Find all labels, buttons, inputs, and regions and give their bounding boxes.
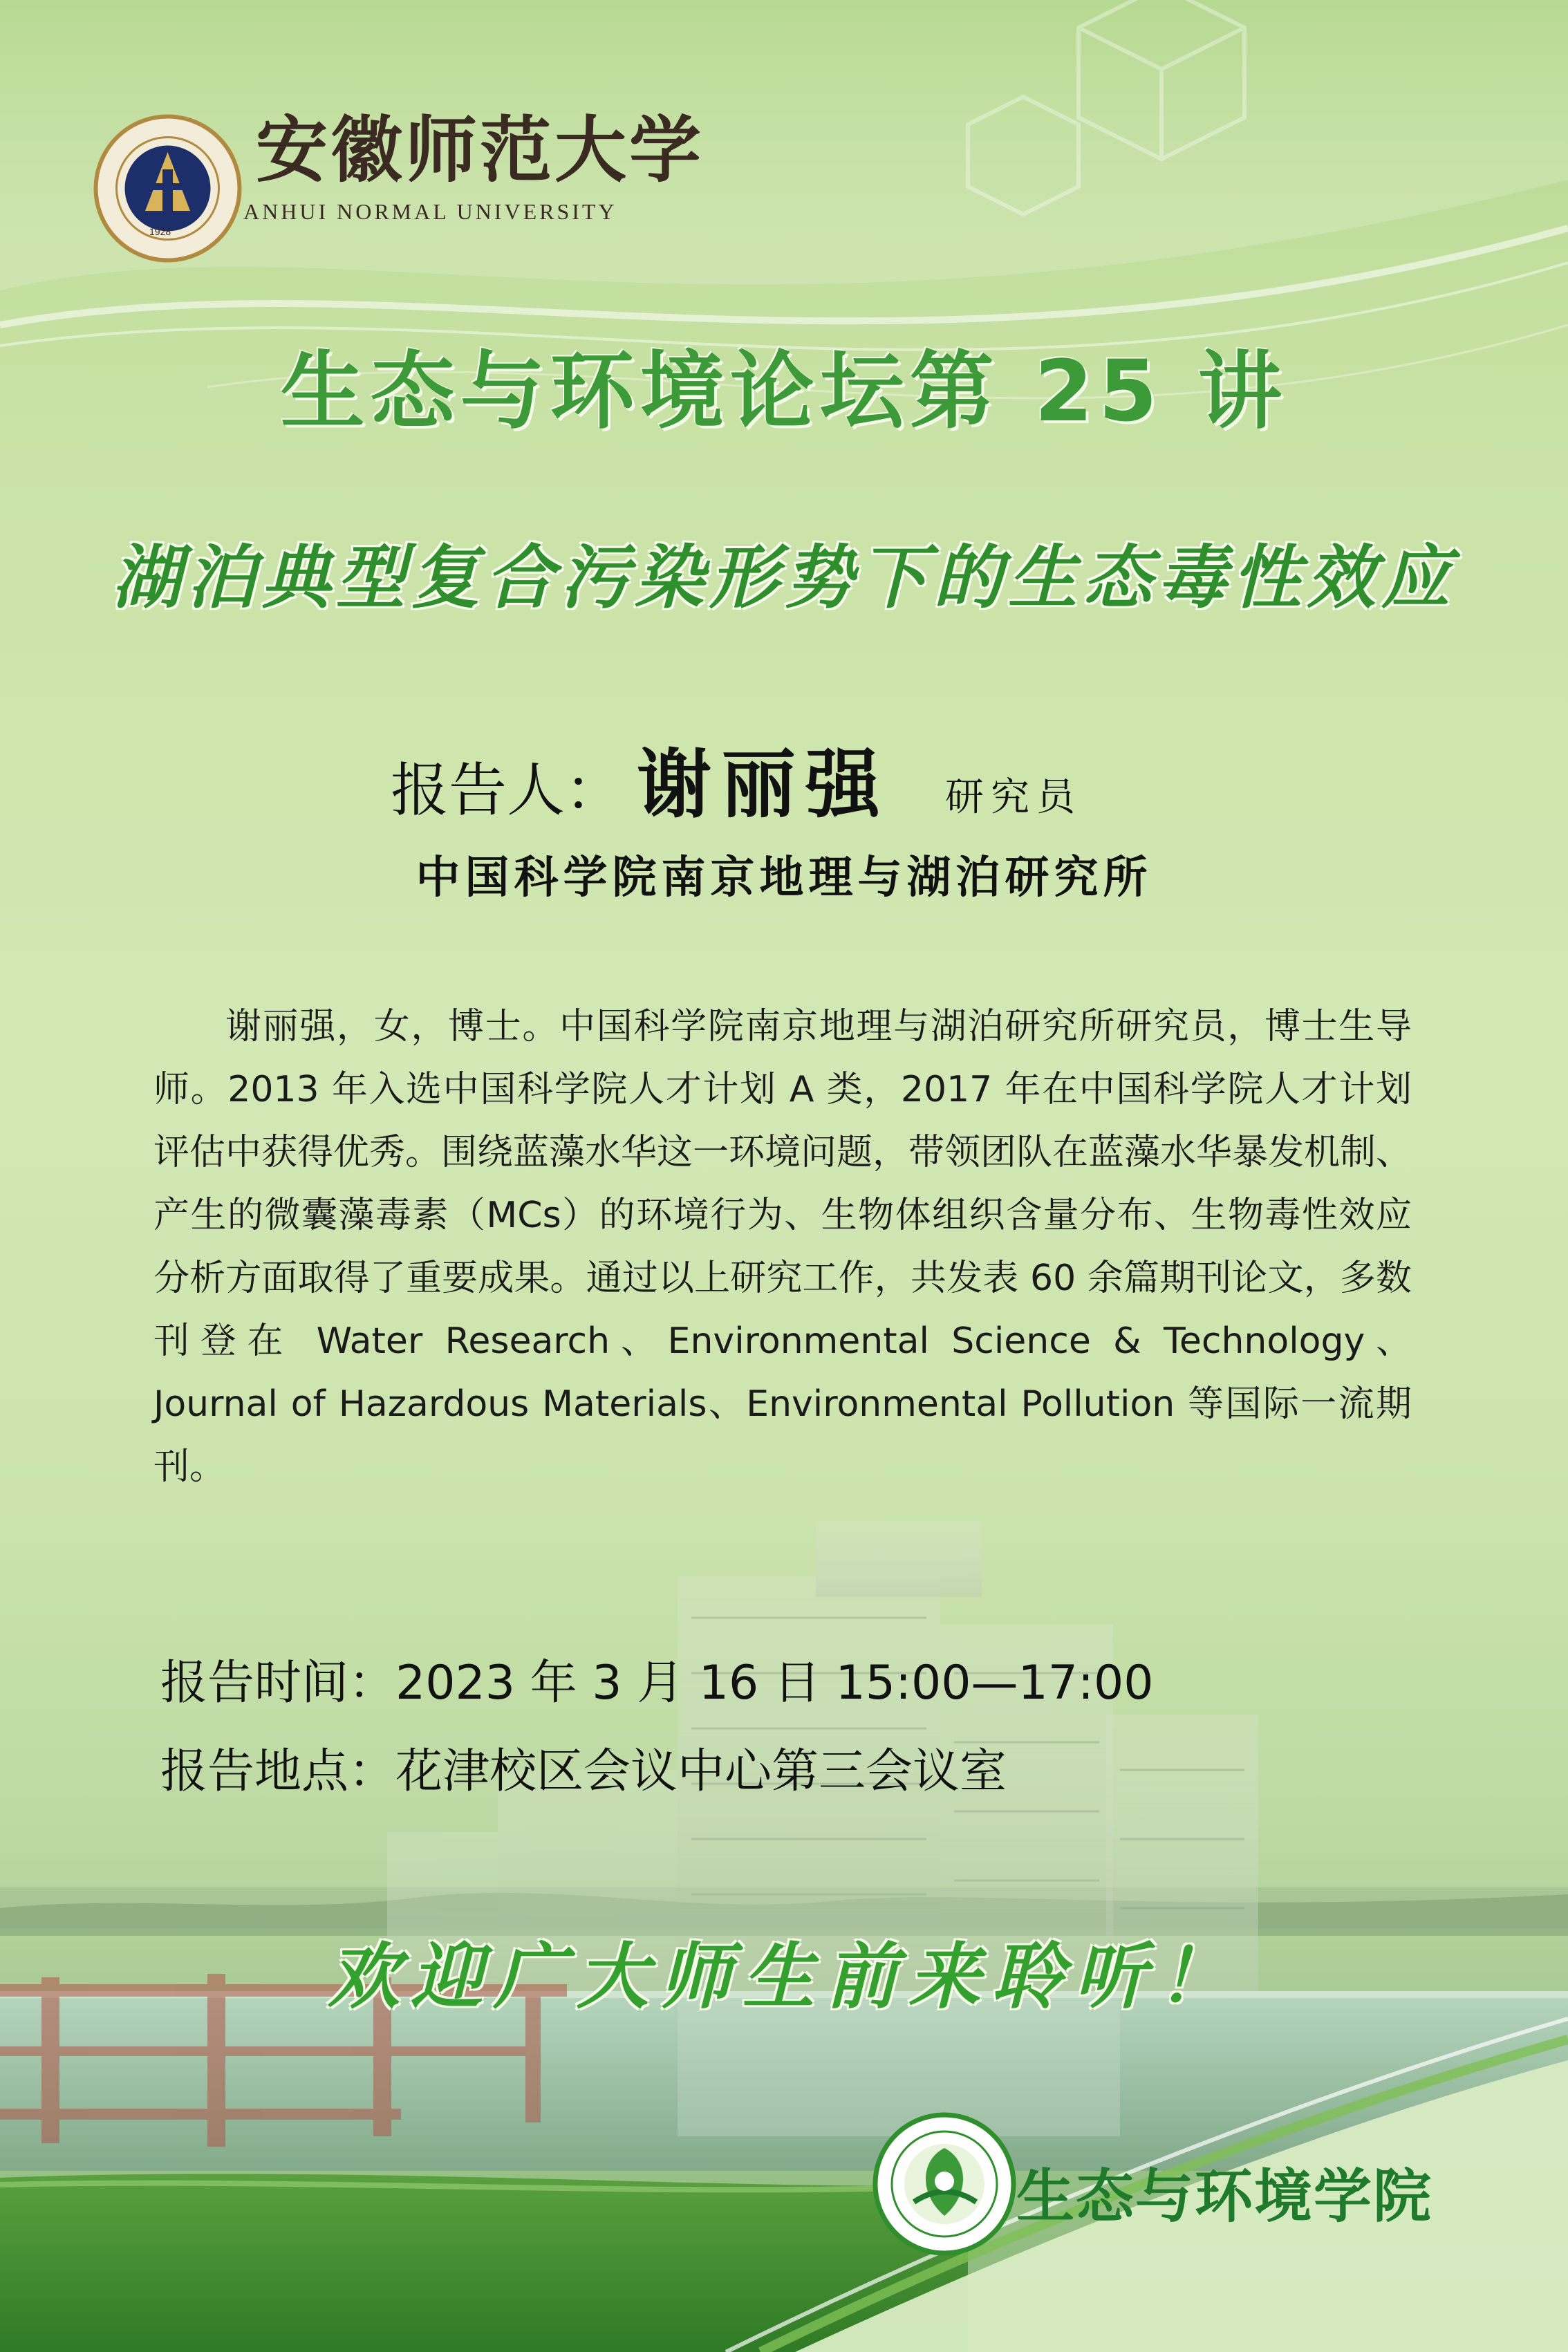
forum-title: 生态与环境论坛第 25 讲 (280, 342, 1288, 440)
speaker-title: 研究员 (945, 775, 1083, 820)
speaker-prefix: 报告人： (391, 756, 624, 824)
university-seal-logo (93, 114, 242, 263)
talk-time: 报告时间：2023 年 3 月 16 日 15:00—17:00 (160, 1656, 1154, 1710)
speaker-line (391, 725, 1082, 832)
speaker-name: 谢丽强 (637, 741, 890, 828)
university-name-en: ANHUI NORMAL UNIVERSITY (243, 199, 617, 224)
welcome-message: 欢迎广大师生前来聆听！ (327, 1934, 1240, 2019)
seal-year: 1928 (149, 226, 171, 237)
talk-title: 湖泊典型复合污染形势下的生态毒性效应 (112, 536, 1456, 618)
speaker-affiliation: 中国科学院南京地理与湖泊研究所 (416, 852, 1152, 904)
speaker-bio: 谢丽强，女，博士。中国科学院南京地理与湖泊研究所研究员，博士生导师。2013 年入选中国科学院人才计划 A 类，2017 年在中国科学院人才计划评估中获得优秀。围绕蓝藻水华这一环境问题，带领团队在蓝藻水华暴发机制、产生的微囊藻毒素（MCs）的环境行为、生物体组织含量分布、生物毒性效应分析方面取得了重要成果。通过以上研究工作，共发表 60 余篇期刊论文，多数刊登在 Water Research、Environmental Science & Technology、Journal of Hazardous Materials、Environmental Pollution 等国际一流期刊。 (153, 1006, 1412, 1488)
university-name-cn: 安徽师范大学 (256, 107, 704, 192)
talk-place: 报告地点：花津校区会议中心第三会议室 (160, 1744, 1007, 1799)
college-name: 生态与环境学院 (1016, 2162, 1433, 2230)
college-seal-logo (872, 2112, 1016, 2256)
